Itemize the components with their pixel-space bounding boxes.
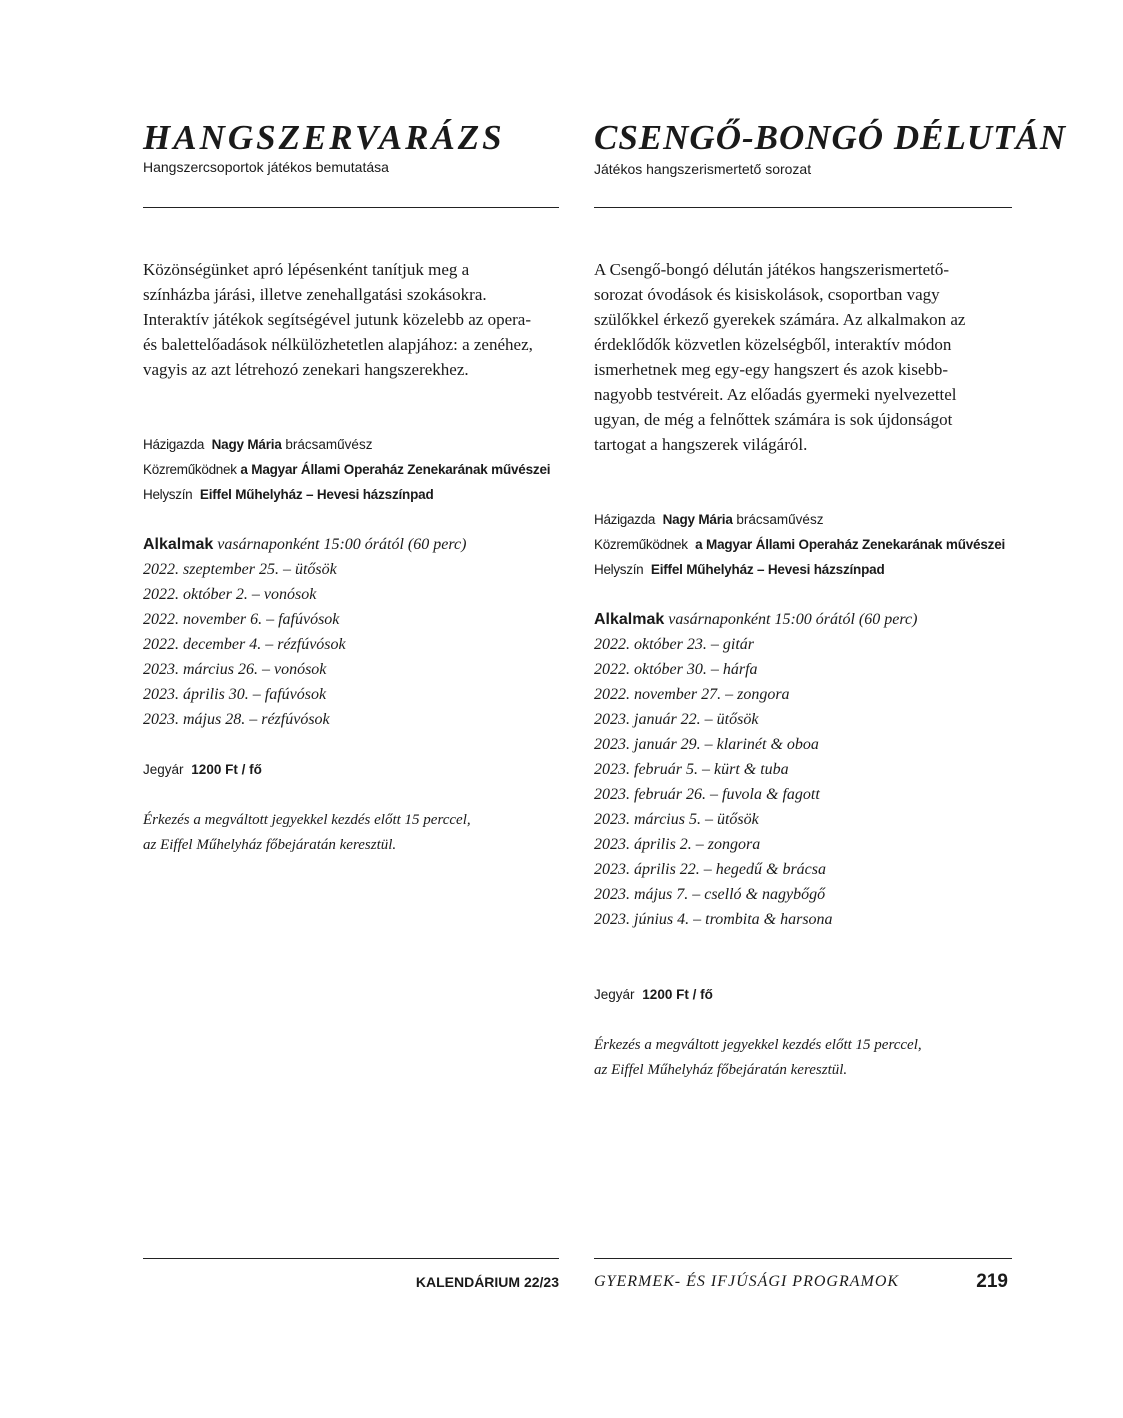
intro-line: sorozat óvodások és kisiskolások, csoportban vagy xyxy=(594,285,940,304)
footer-section: GYERMEK- ÉS IFJÚSÁGI PROGRAMOK xyxy=(594,1273,900,1290)
host-role: brácsaművész xyxy=(285,437,373,452)
date-item: 2023. február 26. – fuvola & fagott xyxy=(594,786,820,803)
intro-line: Közönségünket apró lépésenként tanítjuk meg a xyxy=(143,260,470,279)
host-name: Nagy Mária xyxy=(662,512,733,527)
date-item: 2023. április 2. – zongora xyxy=(594,836,761,853)
host-role: brácsaművész xyxy=(736,512,824,527)
date-item: 2023. május 7. – cselló & nagybőgő xyxy=(594,886,826,903)
ticket-label: Jegyár xyxy=(143,762,184,777)
note-line: Érkezés a megváltott jegyekkel kezdés előtt 15 perccel, xyxy=(594,1037,922,1053)
intro-line: érdeklődők közvetlen közelségből, interaktív módon xyxy=(594,335,952,354)
left-note xyxy=(143,808,559,858)
performers-name: a Magyar Állami Operaház Zenekarának művészei xyxy=(695,537,1006,552)
host-line xyxy=(594,507,1014,532)
intro-line: Interaktív játékok segítségével jutunk közelebb az opera- xyxy=(143,310,532,329)
ticket-price: 1200 Ft / fő xyxy=(191,762,262,777)
performers-label: Közreműködnek xyxy=(143,462,237,477)
intro-line: ugyan, de még a felnőttek számára is sok újdonságot xyxy=(594,410,953,429)
dates-label: Alkalmak xyxy=(594,611,665,628)
right-ticket xyxy=(594,985,713,1005)
intro-line: tartogat a hangszerek világáról. xyxy=(594,435,808,454)
note-line: az Eiffel Műhelyház főbejáratán keresztül. xyxy=(143,837,397,853)
right-title: CSENGŐ-BONGÓ DÉLUTÁN xyxy=(594,118,1067,157)
dates-heading xyxy=(143,532,559,557)
host-label: Házigazda xyxy=(143,437,205,452)
date-item: 2023. március 26. – vonósok xyxy=(143,661,327,678)
date-item: 2022. október 2. – vonósok xyxy=(143,586,317,603)
date-item: 2022. november 27. – zongora xyxy=(594,686,790,703)
intro-line: szülőkkel érkező gyerekek számára. Az alkalmakon az xyxy=(594,310,966,329)
dates-info: vasárnaponként 15:00 órától (60 perc) xyxy=(217,536,467,553)
right-dates xyxy=(594,607,1012,932)
date-item: 2022. október 23. – gitár xyxy=(594,636,754,653)
venue-label: Helyszín xyxy=(594,562,644,577)
intro-line: A Csengő-bongó délután játékos hangszerismertető- xyxy=(594,260,950,279)
note-line: Érkezés a megváltott jegyekkel kezdés előtt 15 perccel, xyxy=(143,812,471,828)
right-bottom-divider xyxy=(594,1258,1012,1259)
left-dates xyxy=(143,532,559,732)
venue-line xyxy=(143,482,563,507)
right-intro xyxy=(594,257,1012,457)
dates-info: vasárnaponként 15:00 órától (60 perc) xyxy=(668,611,918,628)
left-title: HANGSZERVARÁZS xyxy=(143,118,505,157)
ticket-price: 1200 Ft / fő xyxy=(642,987,713,1002)
left-column-header xyxy=(143,118,559,176)
date-item: 2022. október 30. – hárfa xyxy=(594,661,758,678)
venue-name: Eiffel Műhelyház – Hevesi házszínpad xyxy=(650,562,885,577)
date-item: 2023. február 5. – kürt & tuba xyxy=(594,761,789,778)
performers-name: a Magyar Állami Operaház Zenekarának művészei xyxy=(240,462,551,477)
right-subtitle: Játékos hangszerismertető sorozat xyxy=(594,161,812,177)
page-number: 219 xyxy=(976,1271,1008,1292)
intro-line: nagyobb testvéreit. Az előadás gyermeki nyelvezettel xyxy=(594,385,957,404)
left-top-divider xyxy=(143,207,559,208)
venue-name: Eiffel Műhelyház – Hevesi házszínpad xyxy=(199,487,434,502)
date-item: 2023. június 4. – trombita & harsona xyxy=(594,911,833,928)
date-item: 2023. január 29. – klarinét & oboa xyxy=(594,736,819,753)
venue-line xyxy=(594,557,1014,582)
performers-line xyxy=(594,532,1014,557)
intro-line: ismerhetnek meg egy-egy hangszert és azok kisebb- xyxy=(594,360,949,379)
host-line xyxy=(143,432,563,457)
dates-label: Alkalmak xyxy=(143,536,214,553)
intro-line: vagyis az azt létrehozó zenekari hangszerekhez. xyxy=(143,360,469,379)
host-label: Házigazda xyxy=(594,512,656,527)
right-top-divider xyxy=(594,207,1012,208)
left-credits xyxy=(143,432,563,507)
date-item: 2022. december 4. – rézfúvósok xyxy=(143,636,346,653)
dates-heading xyxy=(594,607,1012,632)
date-item: 2023. április 30. – fafúvósok xyxy=(143,686,327,703)
left-bottom-divider xyxy=(143,1258,559,1259)
venue-label: Helyszín xyxy=(143,487,193,502)
left-ticket xyxy=(143,760,262,780)
ticket-label: Jegyár xyxy=(594,987,635,1002)
note-line: az Eiffel Műhelyház főbejáratán keresztül. xyxy=(594,1062,848,1078)
left-subtitle: Hangszercsoportok játékos bemutatása xyxy=(143,159,389,175)
performers-label: Közreműködnek xyxy=(594,537,688,552)
date-item: 2023. május 28. – rézfúvósok xyxy=(143,711,330,728)
date-item: 2022. szeptember 25. – ütősök xyxy=(143,561,337,578)
right-note xyxy=(594,1033,1012,1083)
date-item: 2023. április 22. – hegedű & brácsa xyxy=(594,861,826,878)
host-name: Nagy Mária xyxy=(211,437,282,452)
right-credits xyxy=(594,507,1014,582)
footer-publication: KALENDÁRIUM 22/23 xyxy=(415,1274,559,1290)
intro-line: színházba járási, illetve zenehallgatási szokásokra. xyxy=(143,285,487,304)
left-intro xyxy=(143,257,559,382)
performers-line xyxy=(143,457,563,482)
date-item: 2023. március 5. – ütősök xyxy=(594,811,759,828)
right-column-header xyxy=(594,118,1067,178)
date-item: 2022. november 6. – fafúvósok xyxy=(143,611,340,628)
intro-line: és balettelőadások nélkülözhetetlen alapjához: a zenéhez, xyxy=(143,335,533,354)
date-item: 2023. január 22. – ütősök xyxy=(594,711,759,728)
